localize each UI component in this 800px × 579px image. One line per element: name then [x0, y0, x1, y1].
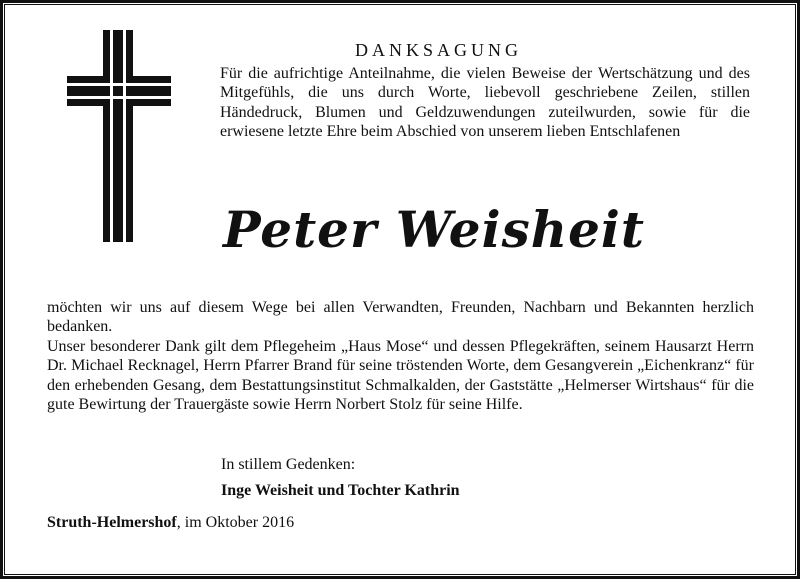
place-date-line — [47, 514, 294, 532]
body-paragraph-2: Unser besonderer Dank gilt dem Pflegeheim „Haus Mose“ und dessen Pflegekräften, seinem Hausarzt Herrn Dr. Michael Recknagel, Herrn Pfarrer Brand für seine tröstenden Worte, dem Gesangverein „Eichenkranz“ für den erhebenden Gesang, dem Bestattungsinstitut Schmalkalden, der Gaststätte „Helmerser Wirtshaus“ für die gute Bewirtung der Trauergäste sowie Herrn Norbert Stolz für seine Hilfe. — [47, 337, 754, 414]
body-paragraph-1: möchten wir uns auf diesem Wege bei allen Verwandten, Freunden, Nachbarn und Bekannten herzlich bedanken. — [47, 299, 754, 336]
deceased-name: Peter Weisheit — [223, 200, 646, 259]
date-text: , im Oktober 2016 — [176, 514, 295, 531]
place-name: Struth-Helmershof — [47, 514, 177, 531]
notice-title: DANKSAGUNG — [355, 40, 523, 60]
cross-icon — [67, 30, 171, 242]
intro-text: Für die aufrichtige Anteilnahme, die vielen Beweise der Wertschätzung und des Mitgefühls, die uns durch Worte, liebevoll geschriebene Zeilen, stillen Händedruck, Blumen und Geldzuwendungen zuteilwurden, sowie für die erwiesene letzte Ehre beim Abschied von unserem lieben Entschlafenen — [220, 65, 750, 141]
closing-line: In stillem Gedenken: — [221, 456, 356, 473]
closing-block — [221, 452, 460, 504]
thanks-body — [47, 298, 754, 414]
signatories: Inge Weisheit und Tochter Kathrin — [221, 482, 460, 499]
intro-paragraph — [220, 64, 750, 142]
